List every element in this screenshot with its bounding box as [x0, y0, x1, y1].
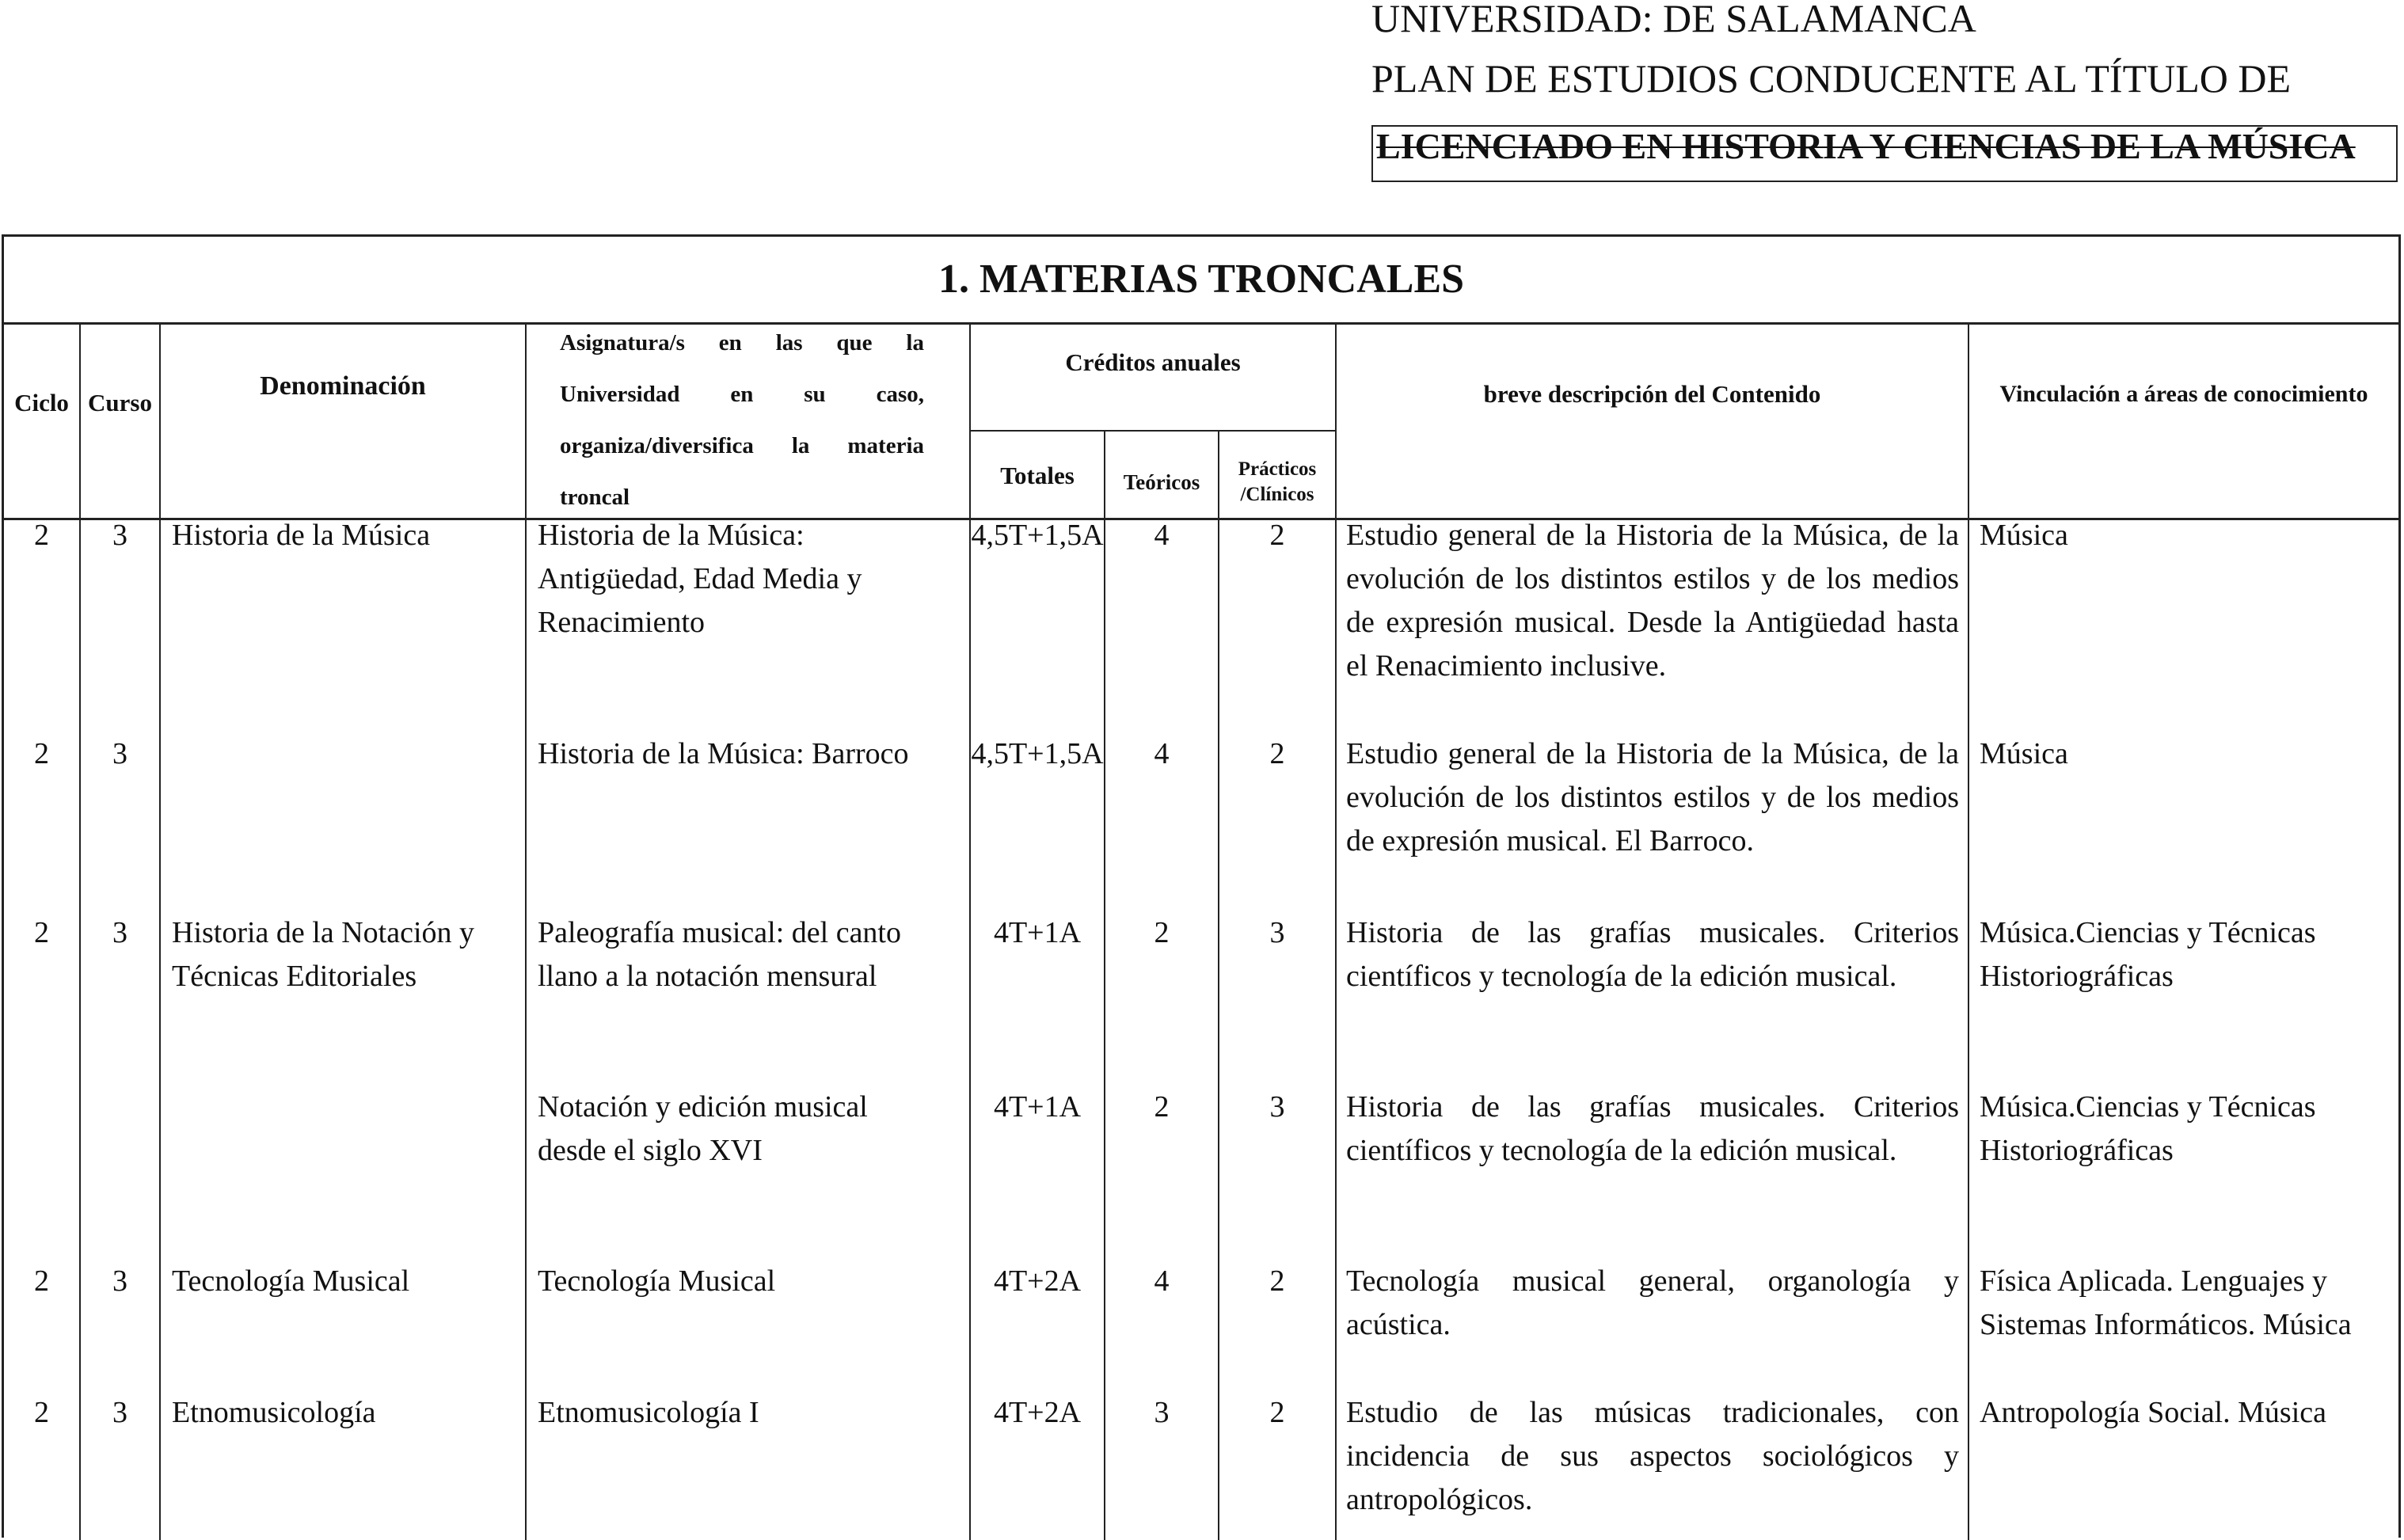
materias-table: [2, 234, 2401, 1538]
row2-totales: 4,5T+1,5A: [971, 737, 1104, 770]
col-rule-2: [159, 322, 161, 1540]
header-teoricos: Teóricos: [1123, 470, 1200, 494]
row2-ciclo: 2: [34, 737, 49, 770]
row4-vinculacion: Música.Ciencias y Técnicas Historiográficas: [1980, 1090, 2316, 1167]
row4-asignatura: Notación y edición musical desde el siglo XVI: [538, 1090, 868, 1167]
row2-asignatura: Historia de la Música: Barroco: [538, 737, 909, 770]
row6-asignatura: Etnomusicología I: [538, 1396, 759, 1429]
header-curso: Curso: [88, 389, 152, 416]
row3-curso: 3: [112, 916, 127, 949]
row5-practicos: 2: [1269, 1264, 1285, 1298]
row1-vinculacion: Música: [1980, 519, 2068, 552]
row1-descripcion: Estudio general de la Historia de la Música, de la evolución de los distintos estilos y de los medios de expresión musical. Desde la Antigüedad hasta el Renacimiento inclusive.: [1346, 519, 1959, 683]
row6-vinculacion: Antropología Social. Música: [1980, 1396, 2326, 1429]
header-creditos: Créditos anuales: [1065, 348, 1241, 376]
rule-below-title: [4, 322, 2398, 325]
header-vinculacion: Vinculación a áreas de conocimiento: [1999, 381, 2368, 407]
row5-totales: 4T+2A: [993, 1264, 1082, 1298]
university-name: UNIVERSIDAD: DE SALAMANCA: [1371, 0, 1976, 40]
row5-ciclo: 2: [34, 1264, 49, 1298]
row3-practicos: 3: [1269, 916, 1285, 949]
row2-teoricos: 4: [1154, 737, 1170, 770]
row3-totales: 4T+1A: [993, 916, 1082, 949]
row3-descripcion: Historia de las grafías musicales. Criterios científicos y tecnología de la edición musical.: [1346, 916, 1959, 993]
row1-totales: 4,5T+1,5A: [971, 519, 1104, 552]
row6-ciclo: 2: [34, 1396, 49, 1429]
header-ciclo: Ciclo: [14, 389, 69, 416]
row6-descripcion: Estudio de las músicas tradicionales, con incidencia de sus aspectos sociológicos y antropológicos.: [1346, 1396, 1959, 1516]
row6-totales: 4T+2A: [993, 1396, 1082, 1429]
row4-practicos: 3: [1269, 1090, 1285, 1124]
row5-teoricos: 4: [1154, 1264, 1170, 1298]
col-rule-8: [1968, 322, 1969, 1540]
row2-descripcion: Estudio general de la Historia de la Música, de la evolución de los distintos estilos y de los medios de expresión musical. El Barroco.: [1346, 737, 1959, 857]
col-rule-6: [1218, 430, 1219, 1540]
row6-curso: 3: [112, 1396, 127, 1429]
row1-curso: 3: [112, 519, 127, 552]
header-practicos: Prácticos /Clínicos: [1238, 458, 1317, 505]
row2-vinculacion: Música: [1980, 737, 2068, 770]
row1-teoricos: 4: [1154, 519, 1170, 552]
row3-denominacion: Historia de la Notación y Técnicas Editoriales: [172, 916, 475, 993]
row5-vinculacion: Física Aplicada. Lenguajes y Sistemas Informáticos. Música: [1980, 1264, 2352, 1341]
row3-vinculacion: Música.Ciencias y Técnicas Historiográficas: [1980, 916, 2316, 993]
header-totales: Totales: [1000, 462, 1075, 489]
row4-descripcion: Historia de las grafías musicales. Criterios científicos y tecnología de la edición musical.: [1346, 1090, 1959, 1167]
row3-ciclo: 2: [34, 916, 49, 949]
rule-creditos: [969, 430, 1337, 432]
row2-curso: 3: [112, 737, 127, 770]
row5-descripcion: Tecnología musical general, organología y acústica.: [1346, 1264, 1959, 1341]
degree-title: LICENCIADO EN HISTORIA Y CIENCIAS DE LA MÚSICA: [1376, 126, 2356, 166]
section-title: 1. MATERIAS TRONCALES: [938, 257, 1465, 302]
row6-teoricos: 3: [1154, 1396, 1170, 1429]
row1-denominacion: Historia de la Música: [172, 519, 431, 552]
row1-asignatura: Historia de la Música: Antigüedad, Edad Media y Renacimiento: [538, 519, 862, 639]
row6-denominacion: Etnomusicología: [172, 1396, 376, 1429]
row5-curso: 3: [112, 1264, 127, 1298]
plan-title: PLAN DE ESTUDIOS CONDUCENTE AL TÍTULO DE: [1371, 56, 2292, 101]
header-descripcion: breve descripción del Contenido: [1483, 380, 1821, 408]
row3-asignatura: Paleografía musical: del canto llano a la notación mensural: [538, 916, 901, 993]
header-denominacion: Denominación: [260, 371, 426, 401]
row4-totales: 4T+1A: [993, 1090, 1082, 1124]
row5-asignatura: Tecnología Musical: [538, 1264, 776, 1298]
row5-denominacion: Tecnología Musical: [172, 1264, 410, 1298]
row6-practicos: 2: [1269, 1396, 1285, 1429]
col-rule-5: [1104, 430, 1105, 1540]
row3-teoricos: 2: [1154, 916, 1170, 949]
row2-practicos: 2: [1269, 737, 1285, 770]
col-rule-7: [1335, 322, 1337, 1540]
col-rule-3: [525, 322, 527, 1540]
header-asignatura: Asignatura/s en las que la Universidad en su caso, organiza/diversifica la materia troncal: [560, 330, 924, 510]
row1-practicos: 2: [1269, 519, 1285, 552]
row4-teoricos: 2: [1154, 1090, 1170, 1124]
row1-ciclo: 2: [34, 519, 49, 552]
degree-title-box: [1371, 125, 2398, 182]
